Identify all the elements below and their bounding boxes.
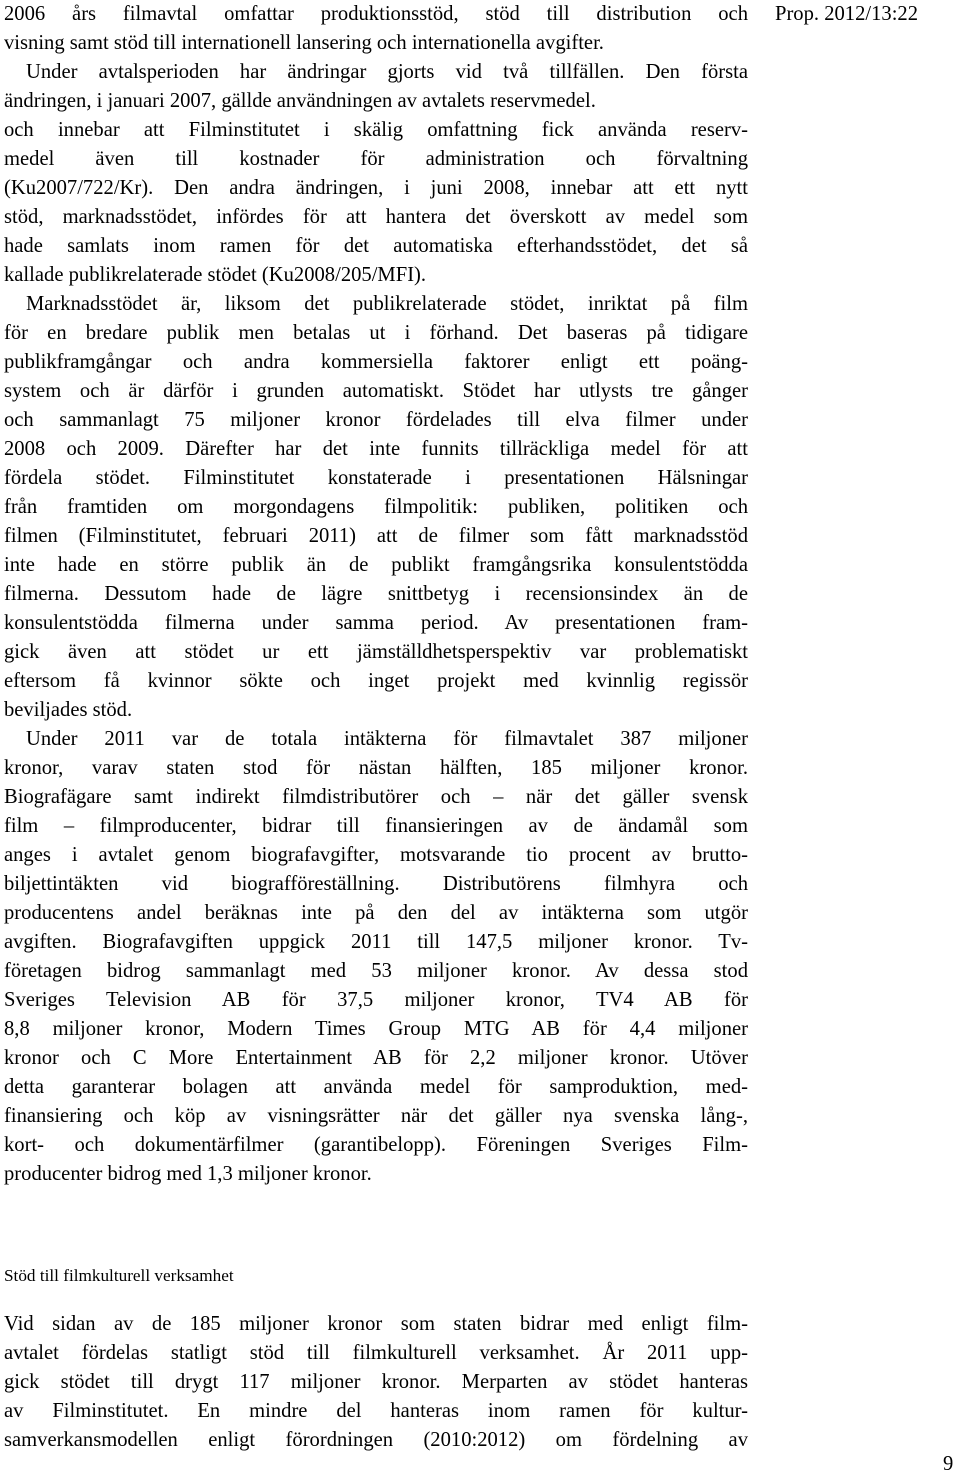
text-line: fördela stödet. Filminstitutet konstaterade i presentationen Hälsningar — [4, 467, 748, 489]
text-line: Marknadsstödet är, liksom det publikrelaterade stödet, inriktat på film — [26, 293, 748, 315]
text-line: biljettintäkten vid biografföreställning. Distributörens filmhyra och — [4, 873, 748, 895]
main-text-block — [4, 0, 748, 1189]
text-line: kallade publikrelaterade stödet (Ku2008/205/MFI). — [4, 264, 427, 286]
text-line: Vid sidan av de 185 miljoner kronor som staten bidrar med enligt film- — [4, 1313, 748, 1335]
page-number: 9 — [943, 1453, 954, 1475]
section-text-block — [4, 1310, 748, 1455]
text-line: filmen (Filminstitutet, februari 2011) att de filmer som fått marknadsstöd — [4, 525, 748, 547]
text-line: publikframgångar och andra kommersiella faktorer enligt ett poäng- — [4, 351, 748, 373]
text-line: detta garanterar bolagen att använda medel för samproduktion, med- — [4, 1076, 748, 1098]
text-line: 2006 års filmavtal omfattar produktionsstöd, stöd till distribution och — [4, 3, 748, 25]
text-line: stöd, marknadsstödet, infördes för att hantera det överskott av medel som — [4, 206, 748, 228]
text-line: Sveriges Television AB för 37,5 miljoner kronor, TV4 AB för — [4, 989, 748, 1011]
text-line: film – filmproducenter, bidrar till finansieringen av de ändamål som — [4, 815, 748, 837]
text-line: gick stödet till drygt 117 miljoner kronor. Merparten av stödet hanteras — [4, 1371, 748, 1393]
text-line: samverkansmodellen enligt förordningen (2010:2012) om fördelning av — [4, 1429, 748, 1451]
text-line: producenter bidrog med 1,3 miljoner kronor. — [4, 1163, 372, 1185]
section-heading: Stöd till filmkulturell verksamhet — [4, 1266, 234, 1285]
text-line: finansiering och köp av visningsrätter när det gäller nya svenska lång-, — [4, 1105, 748, 1127]
text-line: och innebar att Filminstitutet i skälig omfattning fick använda reserv- — [4, 119, 748, 141]
text-line: från framtiden om morgondagens filmpolitik: publiken, politiken och — [4, 496, 748, 518]
text-line: företagen bidrog sammanlagt med 53 miljoner kronor. Av dessa stod — [4, 960, 748, 982]
text-line: (Ku2007/722/Kr). Den andra ändringen, i juni 2008, innebar att ett nytt — [4, 177, 748, 199]
text-line: för en bredare publik men betalas ut i förhand. Det baseras på tidigare — [4, 322, 748, 344]
text-line: beviljades stöd. — [4, 699, 133, 721]
text-line: eftersom få kvinnor sökte och inget projekt med kvinnlig regissör — [4, 670, 748, 692]
text-line: gick även att stödet ur ett jämställdhetsperspektiv var problematiskt — [4, 641, 748, 663]
text-line: 8,8 miljoner kronor, Modern Times Group MTG AB för 4,4 miljoner — [4, 1018, 748, 1040]
text-line: inte hade en större publik än de publikt framgångsrika konsulentstödda — [4, 554, 748, 576]
text-line: kronor och C More Entertainment AB för 2,2 miljoner kronor. Utöver — [4, 1047, 748, 1069]
text-line: hade samlats inom ramen för det automatiska efterhandsstödet, det så — [4, 235, 748, 257]
text-line: filmerna. Dessutom hade de lägre snittbetyg i recensionsindex än de — [4, 583, 748, 605]
text-line: och sammanlagt 75 miljoner kronor fördelades till elva filmer under — [4, 409, 748, 431]
text-line: Biografägare samt indirekt filmdistributörer och – när det gäller svensk — [4, 786, 748, 808]
text-line: avtalet fördelas statligt stöd till filmkulturell verksamhet. År 2011 upp- — [4, 1342, 748, 1364]
text-line: anges i avtalet genom biografavgifter, motsvarande tio procent av brutto- — [4, 844, 748, 866]
text-line: Under 2011 var de totala intäkterna för filmavtalet 387 miljoner — [26, 728, 748, 750]
text-line: konsulentstödda filmerna under samma period. Av presentationen fram- — [4, 612, 748, 634]
text-line: avgiften. Biografavgiften uppgick 2011 till 147,5 miljoner kronor. Tv- — [4, 931, 748, 953]
text-line: av Filminstitutet. En mindre del hanteras inom ramen för kultur- — [4, 1400, 748, 1422]
text-line: visning samt stöd till internationell lansering och internationella avgifter. — [4, 32, 604, 54]
text-line: producentens andel beräknas inte på den del av intäkterna som utgör — [4, 902, 748, 924]
text-line: 2008 och 2009. Därefter har det inte funnits tillräckliga medel för att — [4, 438, 748, 460]
text-line: system och är därför i grunden automatiskt. Stödet har utlysts tre gånger — [4, 380, 748, 402]
proposition-reference: Prop. 2012/13:22 — [775, 3, 919, 25]
text-line: ändringen, i januari 2007, gällde användningen av avtalets reservmedel. — [4, 90, 596, 112]
text-line: medel även till kostnader för administration och förvaltning — [4, 148, 748, 170]
text-line: Under avtalsperioden har ändringar gjorts vid två tillfällen. Den första — [26, 61, 748, 83]
text-line: kronor, varav staten stod för nästan hälften, 185 miljoner kronor. — [4, 757, 748, 779]
text-line: kort- och dokumentärfilmer (garantibelopp). Föreningen Sveriges Film- — [4, 1134, 748, 1156]
